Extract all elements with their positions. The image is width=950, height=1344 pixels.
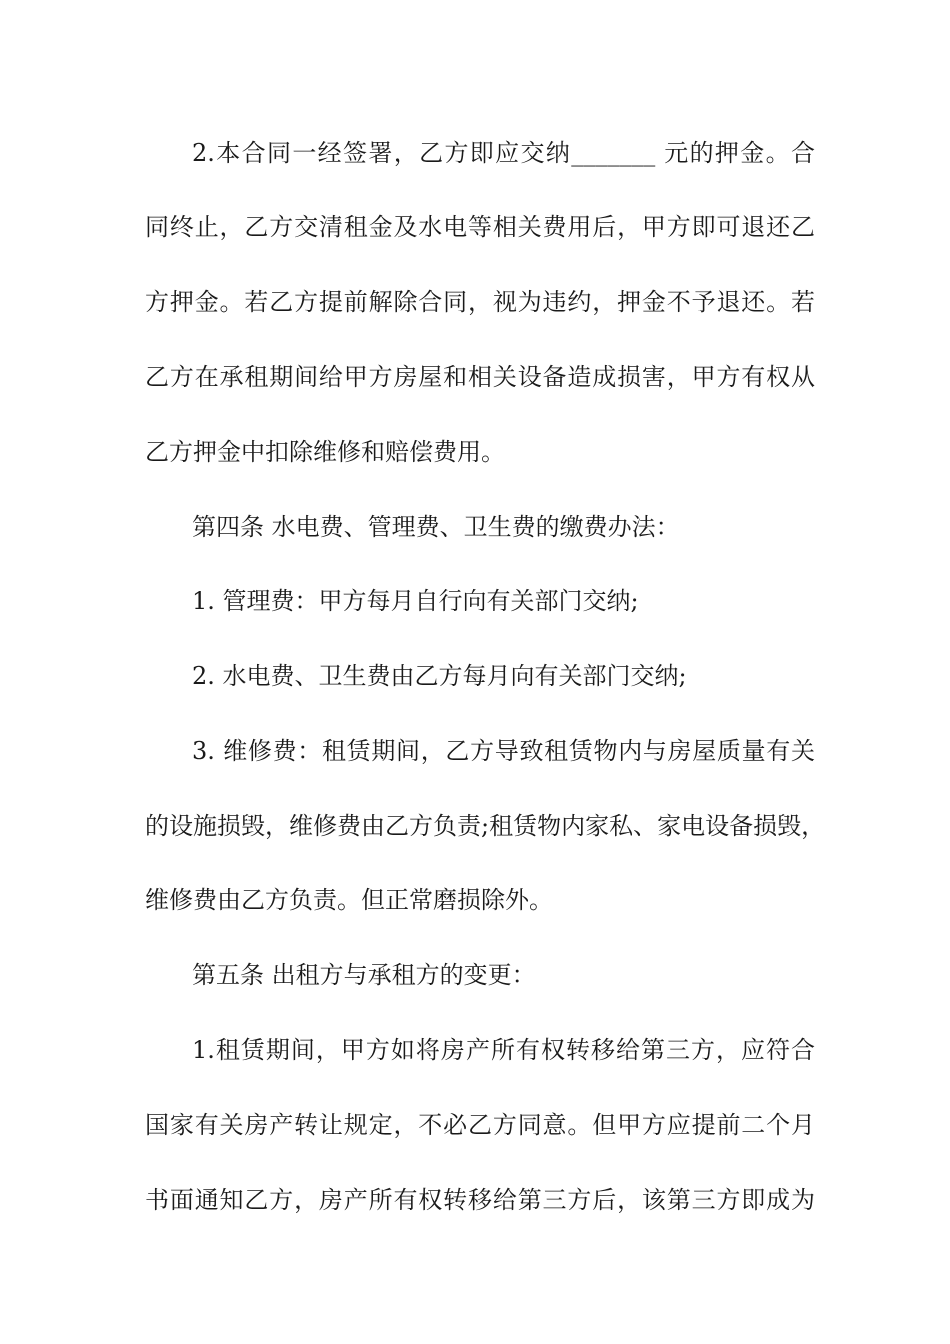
text-line: 书面通知乙方，房产所有权转移给第三方后，该第三方即成为 xyxy=(145,1186,815,1214)
text-line: 同终止，乙方交清租金及水电等相关费用后，甲方即可退还乙 xyxy=(145,213,815,241)
text-line: 乙方在承租期间给甲方房屋和相关设备造成损害，甲方有权从 xyxy=(145,363,815,391)
text-line: 国家有关房产转让规定，不必乙方同意。但甲方应提前二个月 xyxy=(145,1111,815,1139)
article-5-item-1: 1.租赁期间，甲方如将房产所有权转移给第三方，应符合 xyxy=(192,1036,815,1064)
article-5-heading: 第五条 出租方与承租方的变更： xyxy=(192,961,536,989)
article-4-item-3: 3. 维修费：租赁期间，乙方导致租赁物内与房屋质量有关 xyxy=(192,737,815,765)
article-4-heading: 第四条 水电费、管理费、卫生费的缴费办法： xyxy=(192,513,680,541)
text-line: 的设施损毁，维修费由乙方负责;租赁物内家私、家电设备损毁， xyxy=(145,812,826,840)
article-4-item-1: 1. 管理费：甲方每月自行向有关部门交纳; xyxy=(192,587,639,615)
text-line: 方押金。若乙方提前解除合同，视为违约，押金不予退还。若 xyxy=(145,288,815,316)
text-line: 维修费由乙方负责。但正常磨损除外。 xyxy=(145,886,553,914)
text-line-deposit-start: 2.本合同一经签署，乙方即应交纳_______ 元的押金。合 xyxy=(192,139,815,167)
article-4-item-2: 2. 水电费、卫生费由乙方每月向有关部门交纳; xyxy=(192,662,687,690)
text-line: 乙方押金中扣除维修和赔偿费用。 xyxy=(145,438,505,466)
